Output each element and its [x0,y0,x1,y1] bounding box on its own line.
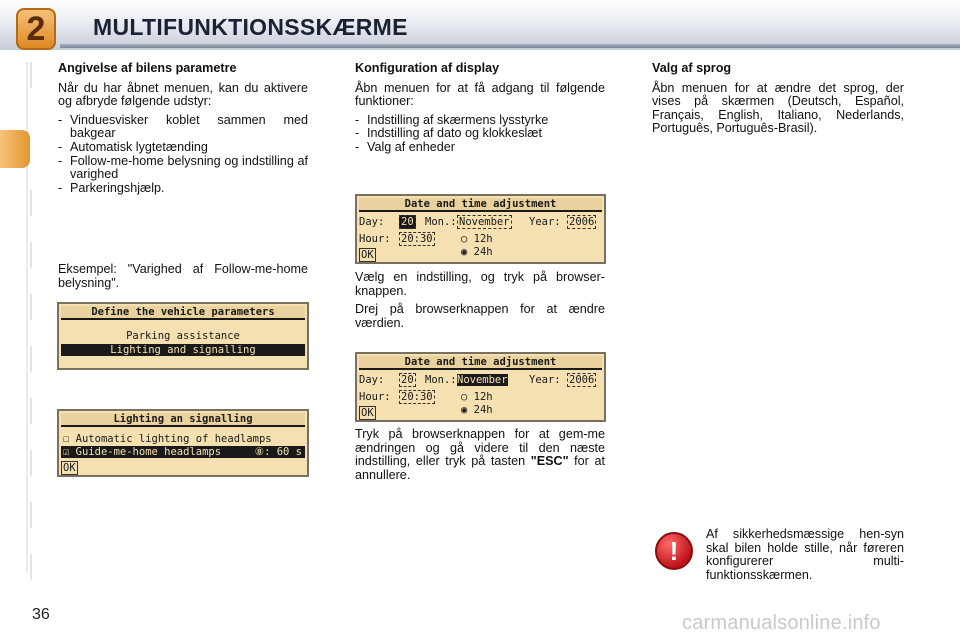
section-heading: Valg af sprog [652,61,732,75]
hour-label: Hour: [359,233,391,245]
list-item: - Indstilling af skærmens lysstyrke [355,114,605,128]
language-text: Åbn menuen for at ændre det sprog, der vises på skærmen (Deutsch, Español, Français, English, Italiano, Nederlands, Português, Português-Brasil). [652,80,904,136]
option-24h [461,246,493,258]
option-automatic-lighting [63,433,272,445]
option-label: Guide-me-home headlamps [75,446,222,458]
column-vehicle-parameters [58,62,308,296]
menu-item-parking-assistance: Parking assistance [126,330,240,342]
list-item: - Indstilling af dato og klokkeslæt [355,127,605,141]
section-heading: Konfiguration af display [355,61,500,75]
screen-title: Define the vehicle parameters [61,306,305,320]
intro-text: Når du har åbnet menuen, kan du aktivere og afbryde følgende udstyr: [58,80,308,109]
function-list [355,114,605,155]
chapter-tabs [0,62,34,582]
chapter-tab-5[interactable] [8,294,32,320]
chapter-tab-3[interactable] [8,190,32,216]
chapter-tab-4[interactable] [8,242,32,268]
radio-unselected-icon: ○ [461,233,468,245]
instruction-text [355,428,605,482]
chapter-number-badge: 2 [16,8,56,50]
header-rule [60,44,960,48]
month-label: Mon.: [425,374,457,386]
ok-button: OK [361,249,374,261]
column-display-configuration [355,62,605,155]
hour-field [399,391,435,403]
ok-box [359,249,376,261]
page-number: 36 [32,606,50,623]
year-label: Year: [529,374,561,386]
day-value-selected: 20 [401,216,414,228]
hour-field [399,233,435,245]
duration-value: ⑧: 60 s [254,446,302,458]
chapter-title: MULTIFUNKTIONSSKÆRME [93,14,408,40]
example-text: Eksempel: "Varighed af Follow-me-home belysning". [58,262,308,290]
screen-date-time-1 [355,194,606,264]
month-label: Mon.: [425,216,457,228]
checkbox-checked-icon: ☑ [63,446,70,458]
month-field [457,374,508,386]
hour-value: 20:30 [401,391,433,403]
hour-value: 20:30 [401,233,433,245]
chapter-tab-6[interactable] [8,346,32,372]
month-value: November [459,216,510,228]
screen-vehicle-parameters [57,302,309,370]
day-label: Day: [359,374,385,386]
year-field [567,216,596,228]
chapter-tab-2-active[interactable] [0,130,30,168]
exclamation-icon: ! [655,532,693,570]
screen-title: Date and time adjustment [359,356,602,370]
month-field [457,216,512,228]
instruction-text: Drej på browserknappen for at ændre værdien. [355,302,605,330]
column-display-configuration-end [355,428,605,487]
chapter-tab-7[interactable] [8,398,32,424]
year-value: 2006 [569,374,595,386]
option-12h [461,391,493,403]
year-value: 2006 [569,216,595,228]
option-guide-me-home-selected [61,446,305,458]
menu-item-lighting-selected: Lighting and signalling [61,344,305,356]
day-field [399,374,416,386]
list-item: - Valg af enheder [355,141,605,155]
column-display-configuration-cont [355,271,605,335]
year-field [567,374,596,386]
option-label: 24h [473,246,493,258]
option-label: 12h [473,391,493,403]
list-item: - Follow-me-home belysning og indstilling af varighed [58,155,308,182]
chapter-tab-10[interactable] [8,554,32,580]
chapter-tab-1[interactable] [8,62,32,88]
esc-key-label: "ESC" [530,454,569,469]
radio-unselected-icon: ○ [461,391,468,403]
intro-text: Åbn menuen for at få adgang til følgende funktioner: [355,80,605,109]
screen-date-time-2 [355,352,606,422]
day-field [399,216,416,228]
watermark: carmanualsonline.info [682,612,881,634]
ok-button: OK [63,462,76,474]
month-value-selected: November [457,374,508,386]
day-value: 20 [401,374,414,386]
column-language [652,62,904,141]
screen-lighting-signalling [57,409,309,477]
radio-selected-icon: ◉ [461,404,468,416]
chapter-tab-9[interactable] [8,502,32,528]
screen-title: Date and time adjustment [359,198,602,212]
checkbox-unchecked-icon: ☐ [63,433,70,445]
option-label: 24h [473,404,493,416]
warning-text: Af sikkerhedsmæssige hen-syn skal bilen holde stille, når føreren konfigurerer multi-funktionsskærmen. [706,527,904,582]
option-12h [461,233,493,245]
option-label: 12h [473,233,493,245]
instruction-text: Vælg en indstilling, og tryk på browser-knappen. [355,270,605,298]
year-label: Year: [529,216,561,228]
ok-button: OK [361,407,374,419]
radio-selected-icon: ◉ [461,246,468,258]
instruction-text-part: Tryk på browserknappen for at gem-me ændringen og gå videre til den næste indstilling, eller tryk på tasten [355,427,605,469]
day-label: Day: [359,216,385,228]
option-24h [461,404,493,416]
ok-box [359,407,376,419]
equipment-list [58,114,308,196]
screen-title: Lighting an signalling [61,413,305,427]
list-item: - Vinduesvisker koblet sammen med bakgear [58,114,308,141]
section-heading: Angivelse af bilens parametre [58,61,237,75]
list-item: - Automatisk lygtetænding [58,141,308,155]
list-item: - Parkeringshjælp. [58,182,308,196]
ok-box [61,462,78,474]
chapter-tab-8[interactable] [8,450,32,476]
instruction-text-part: for at annullere. [355,454,605,482]
option-label: Automatic lighting of headlamps [75,433,272,445]
hour-label: Hour: [359,391,391,403]
